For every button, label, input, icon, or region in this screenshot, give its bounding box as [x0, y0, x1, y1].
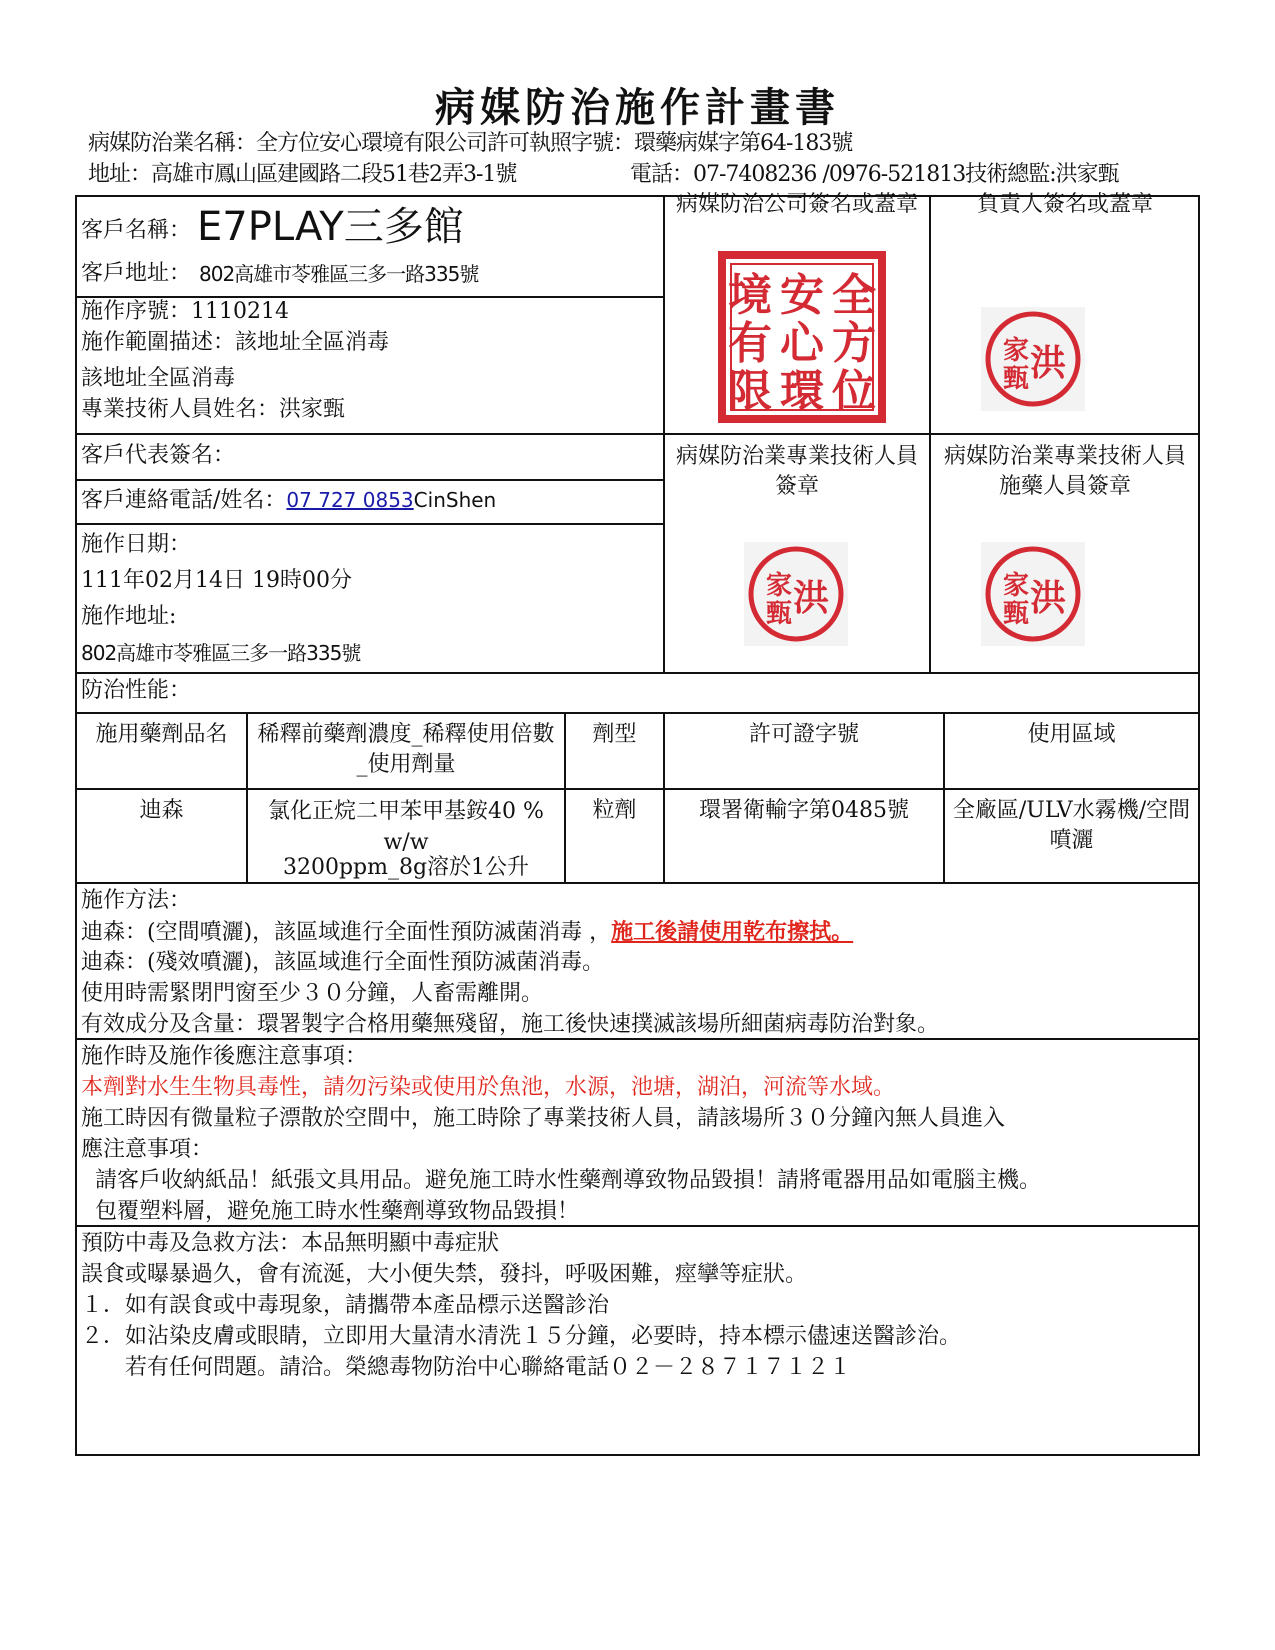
contact-phone-label: 客戶連絡電話/姓名： [81, 488, 287, 513]
precautions-line-3: 請客戶收納紙品！紙張文具用品。避免施工時水性藥劑導致物品毀損！請將電器用品如電腦主機。 [95, 1168, 1042, 1193]
rule [929, 197, 931, 674]
firstaid-line-2: １．如有誤食或中毒現象，請攜帶本產品標示送醫診治 [81, 1293, 610, 1318]
rule [663, 197, 665, 674]
company-license-line: 病媒防治業名稱：全方位安心環境有限公司許可執照字號：環藥病媒字第64-183號 [88, 131, 853, 156]
method-line-1-text: 迪森：(空間噴灑)，該區域進行全面性預防滅菌消毒 ， [81, 920, 612, 945]
svg-text:限: 限 [728, 366, 772, 417]
customer-name-label: 客戶名稱： [81, 218, 192, 243]
owner-seal-stamp [981, 307, 1085, 411]
firstaid-line-3: ２．如沾染皮膚或眼睛，立即用大量清水清洗１５分鐘，必要時，持本標示儘速送醫診治。 [81, 1324, 962, 1349]
table-header-concentration: 稀釋前藥劑濃度_稀釋使用倍數_使用劑量 [257, 722, 555, 777]
method-label: 施作方法： [81, 888, 192, 913]
svg-text:洪: 洪 [1029, 342, 1067, 384]
svg-text:甄: 甄 [1002, 364, 1030, 394]
svg-text:洪: 洪 [1029, 577, 1067, 619]
precautions-line-1: 施工時因有微量粒子漂散於空間中，施工時除了專業技術人員，請該場所３０分鐘內無人員進入 [81, 1106, 1006, 1131]
rule [77, 672, 1198, 674]
date-value: 111年02月14日 19時00分 [81, 568, 352, 593]
table-header-area: 使用區域 [1027, 722, 1116, 747]
customer-name: E7PLAY三多館 [197, 204, 464, 250]
company-address: 地址：高雄市鳳山區建國路二段51巷2弄3-1號 [88, 162, 517, 187]
firstaid-label: 預防中毒及急救方法：本品無明顯中毒症狀 [81, 1231, 500, 1256]
svg-text:甄: 甄 [1002, 599, 1030, 629]
site-address: 802高雄市苓雅區三多一路335號 [81, 641, 361, 665]
agent-name: 迪森 [139, 798, 184, 823]
tech-seal-stamp [744, 542, 848, 646]
firstaid-line-1: 誤食或曝暴過久，會有流涎，大小便失禁，發抖，呼吸困難，痙攣等症狀。 [81, 1262, 808, 1287]
rule [77, 479, 665, 481]
tech-signature-header: 病媒防治業專業技術人員簽章 [675, 444, 918, 499]
table-header-name: 施用藥劑品名 [95, 722, 228, 747]
agent-license: 環署衛輸字第0485號 [699, 798, 909, 823]
company-seal-stamp [717, 250, 887, 424]
svg-text:家: 家 [765, 571, 793, 601]
wipe-warning: 施工後請使用乾布擦拭。 [611, 919, 854, 945]
applier-signature-header: 病媒防治業專業技術人員施藥人員簽章 [943, 444, 1186, 499]
job-scope: 施作範圍描述：該地址全區消毒 [81, 330, 390, 355]
firstaid-line-4: 若有任何問題。請洽。榮總毒物防治中心聯絡電話０２－２８７１７１２１ [125, 1355, 852, 1380]
date-label: 施作日期： [81, 532, 192, 557]
svg-text:境: 境 [728, 270, 772, 321]
rule [77, 433, 1198, 435]
method-line-4: 有效成分及含量：環署製字合格用藥無殘留，施工後快速撲滅該場所細菌病毒防治對象。 [81, 1012, 940, 1037]
svg-text:有: 有 [728, 318, 772, 369]
rep-signature-label: 客戶代表簽名： [81, 443, 236, 468]
plan-form [75, 192, 1200, 1456]
job-serial: 施作序號：1110214 [81, 299, 289, 324]
svg-text:家: 家 [1002, 571, 1030, 601]
svg-text:心: 心 [780, 318, 824, 369]
method-line-2: 迪森：(殘效噴灑)，該區域進行全面性預防滅菌消毒。 [81, 950, 605, 975]
agent-concentration: 氯化正烷二甲苯甲基銨40 % w/w [268, 799, 544, 855]
contact-phone-link[interactable]: 07 727 0853 [286, 488, 414, 512]
rule [77, 523, 665, 525]
document-title: 病媒防治施作計畫書 [435, 85, 840, 131]
contact-name: CinShen [413, 488, 497, 512]
table-header-license: 許可證字號 [748, 722, 859, 747]
contact-phone-row [81, 485, 496, 516]
site-label: 施作地址: [81, 604, 177, 629]
performance-label: 防治性能： [81, 678, 192, 703]
company-phone: 電話：07-7408236 /0976-521813技術總監:洪家甄 [630, 162, 1119, 187]
customer-address: 802高雄市苓雅區三多一路335號 [199, 262, 479, 286]
agent-area: 全廠區/ULV水霧機/空間噴灑 [952, 798, 1191, 853]
precautions-line-4: 包覆塑料層，避免施工時水性藥劑導致物品毀損！ [95, 1199, 580, 1224]
agent-form: 粒劑 [592, 798, 637, 823]
job-scope-detail: 該地址全區消毒 [81, 366, 236, 391]
company-signature-header: 病媒防治公司簽名或蓋章 [675, 192, 918, 217]
rule [246, 712, 248, 884]
customer-address-label: 客戶地址： [81, 261, 192, 286]
svg-text:甄: 甄 [765, 599, 793, 629]
technician-name: 專業技術人員姓名：洪家甄 [81, 397, 346, 422]
table-header-form: 劑型 [592, 722, 637, 747]
svg-text:方: 方 [832, 318, 876, 369]
svg-text:位: 位 [832, 366, 876, 417]
svg-text:環: 環 [780, 366, 824, 417]
agent-dosage: 3200ppm_8g溶於1公升 [282, 855, 530, 880]
precautions-line-2: 應注意事項： [81, 1137, 214, 1162]
method-line-3: 使用時需緊閉門窗至少３０分鐘，人畜需離開。 [81, 981, 544, 1006]
method-line-1 [81, 917, 853, 948]
svg-text:全: 全 [832, 270, 876, 321]
applier-seal-stamp [981, 542, 1085, 646]
svg-text:洪: 洪 [792, 577, 830, 619]
aquatic-warning: 本劑對水生生物具毒性，請勿污染或使用於魚池，水源，池塘，湖泊，河流等水域。 [81, 1075, 896, 1100]
svg-text:家: 家 [1002, 336, 1030, 366]
svg-text:安: 安 [780, 270, 824, 321]
precautions-label: 施作時及施作後應注意事項： [81, 1044, 368, 1069]
owner-signature-header: 負責人簽名或蓋章 [976, 192, 1153, 217]
